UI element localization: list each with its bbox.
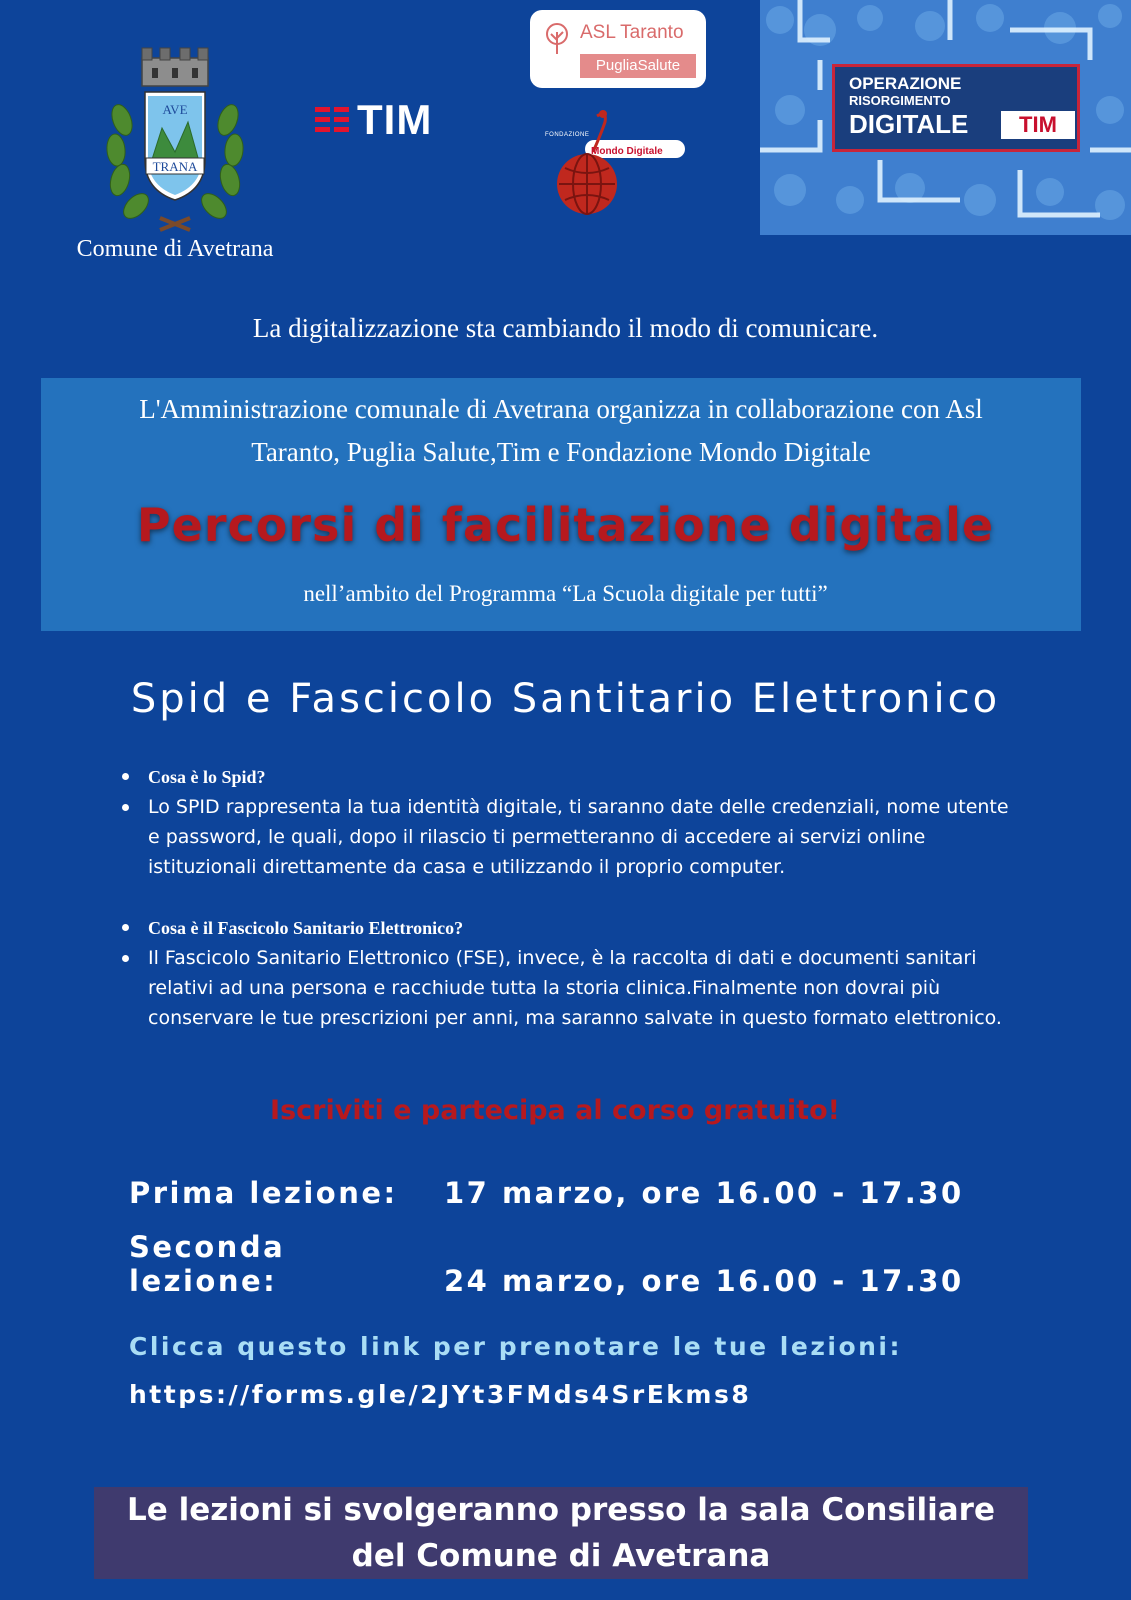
- booking-link[interactable]: https://forms.gle/2JYt3FMds4SrEkms8: [129, 1380, 752, 1409]
- asl-title: ASL Taranto: [580, 22, 684, 43]
- fondazione-name: Mondo Digitale: [591, 146, 663, 157]
- tagline: La digitalizzazione sta cambiando il modo di comunicare.: [252, 313, 879, 343]
- lesson-1-when: 17 marzo, ore 16.00 - 17.30: [444, 1176, 964, 1210]
- venue-box: [94, 1487, 1028, 1579]
- fse-answer: Il Fascicolo Sanitario Elettronico (FSE), invece, è la raccolta di dati e documenti sanitari relativi ad una persona e racchiude tutta la storia clinica.Finalmente non dovrai più conservare le tue prescrizioni per anni, ma saranno salvate in questo formato elettronico.: [122, 943, 1022, 1033]
- fondazione-mondo-digitale-logo: [545, 108, 690, 220]
- organizer-text: [41, 388, 1081, 474]
- operazione-tim-badge: [1001, 111, 1075, 139]
- comune-label: Comune di Avetrana: [76, 236, 274, 262]
- spid-question: Cosa è lo Spid?: [122, 762, 1022, 792]
- tim-wordmark: TIM: [357, 96, 433, 143]
- tim-mark-icon: [315, 103, 349, 137]
- lesson-2: [129, 1230, 964, 1298]
- booking-label: Clicca questo link per prenotare le tue lezioni:: [129, 1332, 902, 1361]
- venue-line1: Le lezioni si svolgeranno presso la sala Consiliare: [127, 1492, 995, 1528]
- operazione-box: [832, 64, 1080, 152]
- spid-section: [122, 762, 1022, 882]
- fse-question: Cosa è il Fascicolo Sanitario Elettronico?: [122, 913, 1022, 943]
- organizer-line2: Taranto, Puglia Salute,Tim e Fondazione Mondo Digitale: [251, 437, 871, 467]
- program-text: nell’ambito del Programma “La Scuola digitale per tutti”: [303, 581, 828, 606]
- topic-title: Spid e Fascicolo Santitario Elettronico: [130, 676, 1001, 722]
- asl-subtitle: PugliaSalute: [580, 54, 696, 78]
- comune-crest: [100, 40, 250, 235]
- crest-bottom-text: TRANA: [152, 159, 198, 174]
- operazione-tim-text: TIM: [1019, 112, 1057, 137]
- fondazione-prefix: FONDAZIONE: [545, 132, 590, 138]
- operazione-risorgimento-digitale-banner: [760, 0, 1131, 235]
- venue-line2: del Comune di Avetrana: [351, 1538, 771, 1574]
- asl-taranto-logo: [530, 10, 706, 88]
- venue-text: [127, 1487, 995, 1579]
- tree-icon: [542, 22, 572, 56]
- fse-section: [122, 913, 1022, 1033]
- lesson-1-label: Prima lezione:: [129, 1176, 398, 1210]
- tim-logo: [315, 98, 432, 142]
- main-title: Percorsi di facilitazione digitale: [136, 498, 995, 552]
- operazione-line3: DIGITALE: [849, 109, 969, 139]
- call-to-action: Iscriviti e partecipa al corso gratuito!: [270, 1095, 840, 1126]
- lesson-1: [129, 1176, 964, 1210]
- spid-answer: Lo SPID rappresenta la tua identità digitale, ti saranno date delle credenziali, nome utente e password, le quali, dopo il rilascio ti permetteranno di accedere ai servizi online istituzionali direttamente da casa e utilizzando il proprio computer.: [122, 792, 1022, 882]
- operazione-line1: OPERAZIONE: [849, 74, 962, 93]
- crest-top-text: AVE: [162, 102, 188, 117]
- organizer-line1: L'Amministrazione comunale di Avetrana organizza in collaborazione con Asl: [139, 394, 983, 424]
- operazione-line2: RISORGIMENTO: [849, 93, 951, 108]
- lesson-2-when: 24 marzo, ore 16.00 - 17.30: [444, 1264, 964, 1298]
- lesson-2-label: Seconda lezione:: [129, 1230, 286, 1298]
